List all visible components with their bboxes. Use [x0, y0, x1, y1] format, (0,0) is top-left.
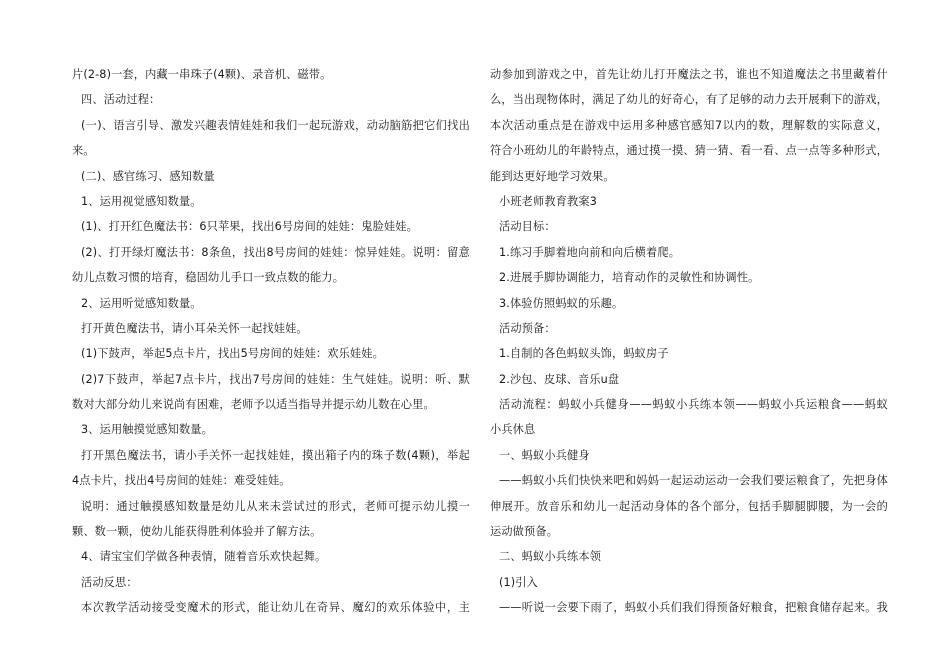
text-line: 数对大部分幼儿来说尚有困难，老师予以适当指导并提示幼儿数在心里。 — [72, 398, 435, 412]
text-line: 1、运用视觉感知数量。 — [81, 194, 202, 208]
text-line: 活动流程：蚂蚁小兵健身——蚂蚁小兵练本领——蚂蚁小兵运粮食——蚂蚁 — [499, 398, 888, 412]
text-line: 打开黄色魔法书，请小耳朵关怀一起找娃娃。 — [81, 321, 308, 335]
text-line: 小兵休息 — [490, 423, 536, 437]
text-line: 2、运用听觉感知数量。 — [81, 296, 202, 310]
text-line: 4、请宝宝们学做各种表情，随着音乐欢快起舞。 — [81, 550, 327, 564]
text-line: 4点卡片，找出4号房间的娃娃：难受娃娃。 — [72, 474, 291, 488]
text-line: 说明：通过触摸感知数量是幼儿从来未尝试过的形式，老师可提示幼儿摸一 — [81, 499, 470, 513]
text-line: 本次活动重点是在游戏中运用多种感官感知7以内的数，理解数的实际意义， — [490, 118, 888, 132]
text-line: (二)、感官练习、感知数量 — [81, 169, 215, 183]
text-line: 活动预备： — [499, 321, 556, 335]
text-line: 二、蚂蚁小兵练本领 — [499, 550, 602, 564]
text-line: 1.练习手脚着地向前和向后横着爬。 — [499, 245, 681, 259]
text-line: (1)引入 — [499, 575, 538, 589]
text-line: 符合小班幼儿的年龄特点，通过摸一摸、猜一猜、看一看、点一点等多种形式， — [490, 144, 888, 158]
text-line: 打开黑色魔法书，请小手关怀一起找娃娃，摸出箱子内的珠子数(4颗)，举起 — [81, 448, 470, 462]
text-line: 能到达更好地学习效果。 — [490, 169, 615, 183]
text-line: 动参加到游戏之中，首先让幼儿打开魔法之书，谁也不知道魔法之书里藏着什 — [490, 68, 888, 81]
text-line: 2.沙包、皮球、音乐u盘 — [499, 372, 620, 386]
text-line: (2)7下鼓声，举起7点卡片，找出7号房间的娃娃：生气娃娃。说明：听、默 — [81, 372, 470, 386]
text-line: 运动做预备。 — [490, 525, 559, 539]
left-text-column — [72, 62, 470, 621]
text-line: 颗、数一颗，使幼儿能获得胜利体验并了解方法。 — [72, 525, 322, 539]
text-line: (2)、打开绿灯魔法书：8条鱼，找出8号房间的娃娃：惊异娃娃。说明：留意 — [81, 245, 470, 259]
text-line: 3、运用触摸觉感知数量。 — [81, 423, 213, 437]
text-line: ——听说一会要下雨了，蚂蚁小兵们我们得预备好粮食，把粮食储存起来。我 — [499, 601, 888, 615]
text-line: 伸展开。放音乐和幼儿一起活动身体的各个部分，包括手脚腿脚腰，为一会的 — [490, 499, 888, 513]
text-line: 小班老师教育教案3 — [499, 194, 597, 208]
text-line: 3.体验仿照蚂蚁的乐趣。 — [499, 296, 624, 310]
text-line: 四、活动过程： — [81, 93, 161, 107]
text-line: 片(2-8)一套，内藏一串珠子(4颗)、录音机、磁带。 — [72, 68, 332, 81]
text-line: (一)、语言引导、激发兴趣表情娃娃和我们一起玩游戏，动动脑筋把它们找出 — [81, 118, 470, 132]
text-line: 活动反思： — [81, 575, 138, 589]
text-line: 本次教学活动接受变魔术的形式，能让幼儿在奇异、魔幻的欢乐体验中，主 — [81, 601, 470, 615]
right-text-column — [490, 62, 888, 621]
text-line: (1)下鼓声，举起5点卡片，找出5号房间的娃娃：欢乐娃娃。 — [81, 347, 384, 361]
text-line: 2.进展手脚协调能力，培育动作的灵敏性和协调性。 — [499, 271, 760, 285]
text-line: 幼儿点数习惯的培育，稳固幼儿手口一致点数的能力。 — [72, 271, 345, 285]
text-line: 一、蚂蚁小兵健身 — [499, 448, 590, 462]
text-line: (1)、打开红色魔法书：6只苹果，找出6号房间的娃娃：鬼脸娃娃。 — [81, 220, 418, 234]
text-line: 么，当出现物体时，满足了幼儿的好奇心，有了足够的动力去开展剩下的游戏， — [490, 93, 888, 107]
text-line: ——蚂蚁小兵们快快来吧和妈妈一起运动运动一会我们要运粮食了，先把身体 — [499, 474, 888, 488]
text-line: 活动目标： — [499, 220, 556, 234]
text-line: 来。 — [72, 144, 95, 158]
text-line: 1.自制的各色蚂蚁头饰，蚂蚁房子 — [499, 347, 669, 361]
